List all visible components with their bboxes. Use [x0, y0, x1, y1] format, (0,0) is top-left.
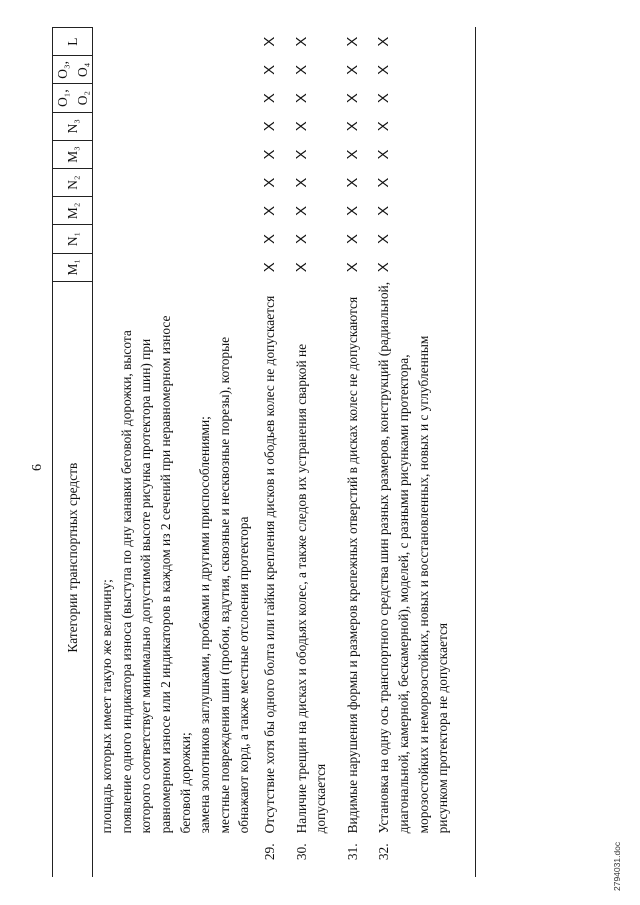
applicability-mark: X	[375, 121, 393, 132]
applicability-mark: X	[375, 205, 393, 216]
col-header-m2: M₂	[53, 197, 93, 225]
applicability-mark: X	[292, 149, 310, 160]
applicability-mark: X	[343, 36, 361, 47]
applicability-mark: X	[343, 262, 361, 273]
requirements-table	[52, 27, 476, 877]
applicability-mark: X	[260, 234, 278, 245]
table-row	[343, 28, 375, 878]
applicability-mark: X	[343, 177, 361, 188]
col-header-l: L	[53, 28, 93, 56]
col-header-n3: N₃	[53, 112, 93, 140]
table-row	[374, 28, 475, 878]
applicability-mark: X	[375, 64, 393, 75]
applicability-mark: X	[343, 149, 361, 160]
continuation-line: площадь которых имеет такую же величину;	[99, 579, 115, 834]
applicability-mark: X	[343, 121, 361, 132]
applicability-mark: X	[343, 205, 361, 216]
table-row	[260, 28, 292, 878]
applicability-mark: X	[292, 36, 310, 47]
page-number: 6	[30, 464, 45, 471]
continuation-text	[93, 281, 260, 839]
table-header-row	[53, 28, 93, 878]
col-header-o1o2: O₁, O₂	[53, 84, 93, 112]
applicability-mark: X	[375, 177, 393, 188]
applicability-mark: X	[375, 149, 393, 160]
applicability-mark: X	[292, 93, 310, 104]
applicability-mark: X	[292, 121, 310, 132]
col-header-m3: M₃	[53, 140, 93, 168]
row-description: Видимые нарушения формы и размеров крепежных отверстий в дисках колес не допускаются	[344, 296, 360, 834]
applicability-mark: X	[260, 262, 278, 273]
document-filename: 2794031.doc	[612, 841, 622, 891]
applicability-mark: X	[260, 64, 278, 75]
continuation-line: появление одного индикатора износа (выступа по дну канавки беговой дорожки, высота которого соответствует минимально допустимой высоте рисунка протектора шин) при равномерном износе или 2 индикаторов в каждом из 2 сечений при неравномерном износе беговой дорожки;	[118, 315, 193, 834]
applicability-mark: X	[343, 234, 361, 245]
applicability-mark: X	[260, 121, 278, 132]
applicability-mark: X	[375, 262, 393, 273]
applicability-mark: X	[292, 262, 310, 273]
applicability-mark: X	[292, 234, 310, 245]
col-header-n2: N₂	[53, 169, 93, 197]
col-header-o3o4: O₃, O₄	[53, 56, 93, 84]
applicability-mark: X	[375, 93, 393, 104]
applicability-mark: X	[375, 36, 393, 47]
row-description: Наличие трещин на дисках и ободьях колес, а также следов их устранения сваркой не допускается	[293, 343, 329, 834]
row-number: 31.	[344, 843, 360, 861]
table-row	[292, 28, 343, 878]
col-header-m1: M₁	[53, 253, 93, 281]
row-description: Отсутствие хотя бы одного болта или гайки крепления дисков и ободьев колес не допускается	[261, 295, 277, 834]
continuation-line: замена золотников заглушками, пробками и другими приспособлениями;	[197, 416, 213, 834]
applicability-mark: X	[292, 205, 310, 216]
applicability-mark: X	[292, 64, 310, 75]
continuation-line: местные повреждения шин (пробои, вздутия, сквозные и несквозные порезы), которые обнажают корд, а также местные отслоения протектора	[216, 336, 252, 834]
applicability-mark: X	[260, 177, 278, 188]
applicability-mark: X	[260, 149, 278, 160]
category-header: Категории транспортных средств	[53, 281, 93, 839]
row-number: 32.	[374, 839, 475, 877]
applicability-mark: X	[375, 234, 393, 245]
applicability-mark: X	[292, 177, 310, 188]
applicability-mark: X	[260, 36, 278, 47]
applicability-mark: X	[260, 205, 278, 216]
continuation-row	[93, 28, 260, 878]
applicability-mark: X	[343, 64, 361, 75]
row-description: Установка на одну ось транспортного средства шин разных размеров, конструкций (радиальной, диагональной, камерной, бескамерной), моделей, с разными рисунками протектора, морозостойких и неморозостойких, новых и восстановленных, новых и с углубленным рисунком протектора не допускается	[374, 281, 475, 839]
row-number: 30.	[293, 843, 309, 861]
col-header-n1: N₁	[53, 225, 93, 253]
applicability-mark: X	[260, 93, 278, 104]
row-number: 29.	[261, 843, 277, 861]
applicability-mark: X	[343, 93, 361, 104]
